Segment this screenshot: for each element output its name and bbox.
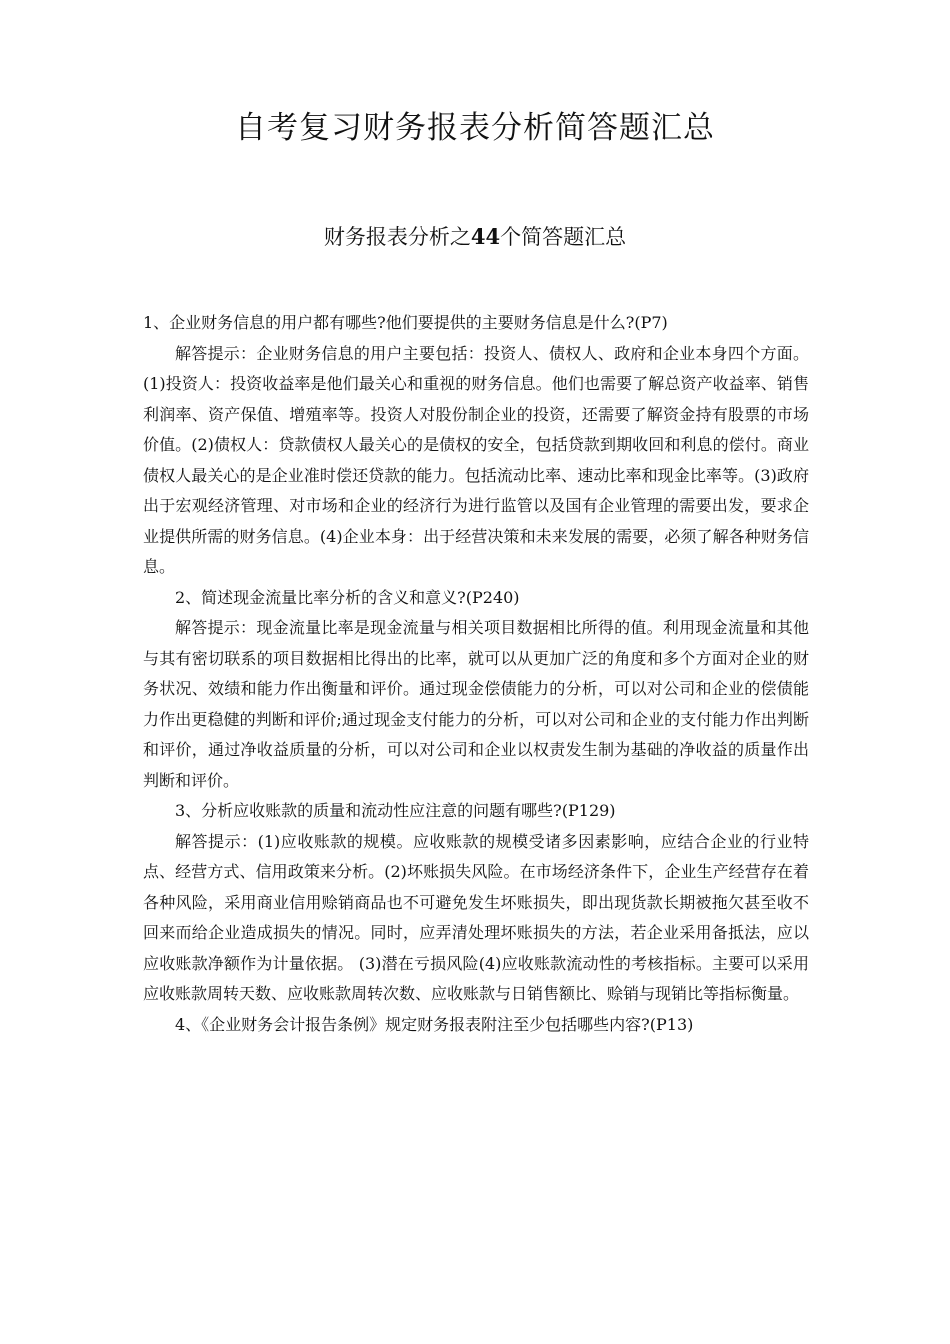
question-3: 3、分析应收账款的质量和流动性应注意的问题有哪些?(P129)	[175, 801, 616, 820]
subtitle-number: 44	[470, 224, 501, 249]
subtitle-text-start: 财务报表分析之	[323, 225, 471, 249]
answer-1: 解答提示：企业财务信息的用户主要包括：投资人、债权人、政府和企业本身四个方面。(1)投资人：投资收益率是他们最关心和重视的财务信息。他们也需要了解总资产收益率、销售利润率、资产保值、增殖率等。投资人对股份制企业的投资，还需要了解资金持有股票的市场价值。(2)债权人：贷款债权人最关心的是债权的安全，包括贷款到期收回和利息的偿付。商业债权人最关心的是企业准时偿还贷款的能力。包括流动比率、速动比率和现金比率等。(3)政府出于宏观经济管理、对市场和企业的经济行为进行监管以及国有企业管理的需要出发，要求企业提供所需的财务信息。(4)企业本身：出于经营决策和未来发展的需要，必须了解各种财务信息。	[143, 343, 809, 576]
question-4: 4、《企业财务会计报告条例》规定财务报表附注至少包括哪些内容?(P13)	[175, 1014, 694, 1034]
answer-3: 解答提示：(1)应收账款的规模。应收账款的规模受诸多因素影响，应结合企业的行业特点、经营方式、信用政策来分析。(2)坏账损失风险。在市场经济条件下，企业生产经营存在着各种风险，采用商业信用赊销商品也不可避免发生坏账损失，即出现货款长期被拖欠甚至收不回来而给企业造成损失的情况。同时，应弄清处理坏账损失的方法，若企业采用备抵法，应以应收账款净额作为计量依据。 (3)潜在亏损风险(4)应收账款流动性的考核指标。主要可以采用应收账款周转天数、应收账款周转次数、应收账款与日销售额比、赊销与现销比等指标衡量。	[143, 831, 809, 1003]
page-subtitle	[0, 222, 950, 252]
answer-2: 解答提示：现金流量比率是现金流量与相关项目数据相比所得的值。利用现金流量和其他与其有密切联系的项目数据相比得出的比率，就可以从更加广泛的角度和多个方面对企业的财务状况、效绩和能力作出衡量和评价。通过现金偿债能力的分析，可以对公司和企业的偿债能力作出更稳健的判断和评价;通过现金支付能力的分析，可以对公司和企业的支付能力作出判断和评价，通过净收益质量的分析，可以对公司和企业以权责发生制为基础的净收益的质量作出判断和评价。	[143, 618, 809, 790]
question-1: 1、企业财务信息的用户都有哪些?他们要提供的主要财务信息是什么?(P7)	[143, 313, 668, 332]
question-2: 2、简述现金流量比率分析的含义和意义?(P240)	[175, 587, 520, 607]
subtitle-text-end: 个简答题汇总	[500, 225, 627, 249]
document-body	[143, 308, 809, 1040]
page-title: 自考复习财务报表分析简答题汇总	[235, 110, 715, 146]
